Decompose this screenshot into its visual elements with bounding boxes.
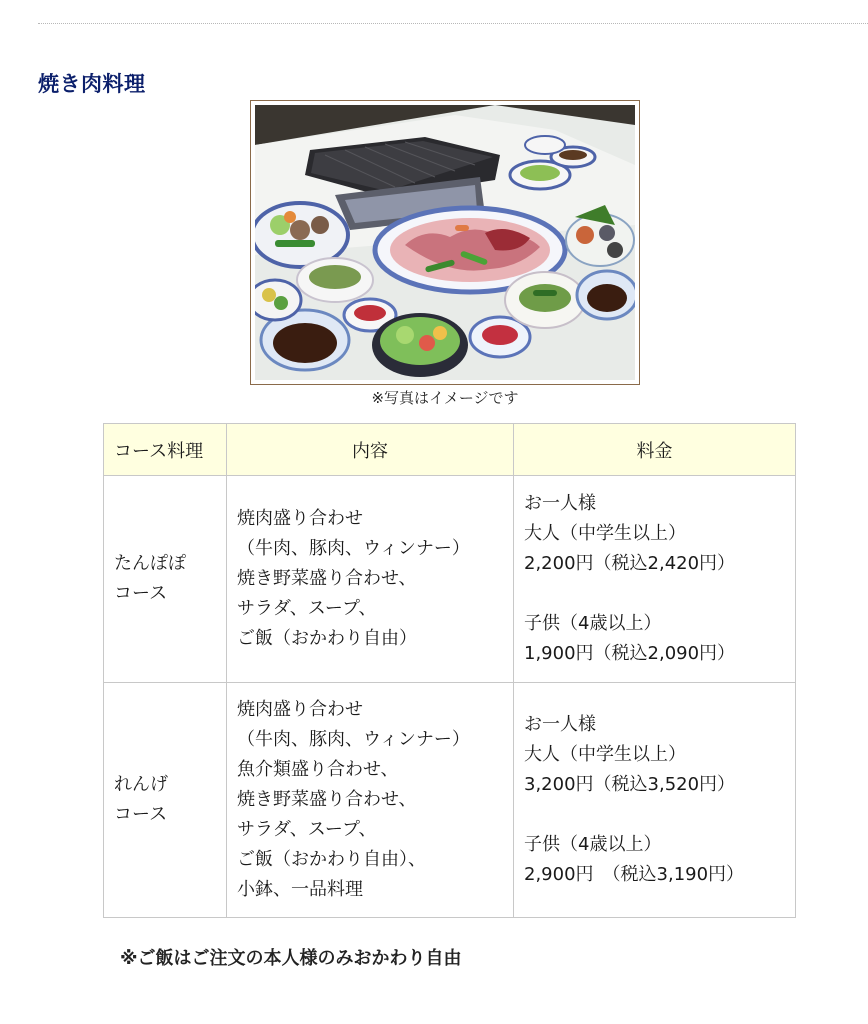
content-line: 焼肉盛り合わせ xyxy=(237,699,363,720)
course-price-cell xyxy=(514,683,796,918)
price-per-person: お一人様 xyxy=(524,714,596,735)
child-label: 子供（4歳以上） xyxy=(524,613,662,634)
rice-refill-note: ※ご飯はご注文の本人様のみおかわり自由 xyxy=(120,948,462,969)
price-per-person: お一人様 xyxy=(524,493,596,514)
header-course: コース料理 xyxy=(104,424,227,476)
course-name-line: れんげ xyxy=(114,774,168,795)
course-name-cell xyxy=(104,476,227,683)
price-spacer xyxy=(524,800,794,830)
course-name-line: コース xyxy=(114,804,168,825)
course-name-line: コース xyxy=(114,583,168,604)
child-label: 子供（4歳以上） xyxy=(524,834,662,855)
content-line: （牛肉、豚肉、ウィンナー） xyxy=(237,729,470,750)
course-name-line: たんぽぽ xyxy=(114,553,186,574)
course-content-cell xyxy=(227,683,514,918)
content-line: 焼き野菜盛り合わせ、 xyxy=(237,789,417,810)
content-line: ご飯（おかわり自由）、 xyxy=(237,849,426,870)
course-menu-table xyxy=(103,423,796,918)
course-price-cell xyxy=(514,476,796,683)
adult-label: 大人（中学生以上） xyxy=(524,523,686,544)
price-spacer xyxy=(524,579,794,609)
content-line: 焼肉盛り合わせ xyxy=(237,508,363,529)
table-row xyxy=(104,683,796,918)
child-price: 1,900円（税込2,090円） xyxy=(524,643,736,664)
section-divider xyxy=(38,23,868,24)
content-line: 焼き野菜盛り合わせ、 xyxy=(237,568,417,589)
content-line: 魚介類盛り合わせ、 xyxy=(237,759,399,780)
adult-label: 大人（中学生以上） xyxy=(524,744,686,765)
content-line: サラダ、スープ、 xyxy=(237,819,377,840)
table-header-row xyxy=(104,424,796,476)
table-row xyxy=(104,476,796,683)
content-line: 小鉢、一品料理 xyxy=(237,879,363,900)
header-price: 料金 xyxy=(514,424,796,476)
header-content: 内容 xyxy=(227,424,514,476)
adult-price: 2,200円（税込2,420円） xyxy=(524,553,736,574)
course-name-cell xyxy=(104,683,227,918)
course-content-cell xyxy=(227,476,514,683)
content-line: （牛肉、豚肉、ウィンナー） xyxy=(237,538,470,559)
content-line: サラダ、スープ、 xyxy=(237,598,377,619)
yakiniku-photo xyxy=(250,100,640,385)
photo-caption: ※写真はイメージです xyxy=(371,389,519,407)
adult-price: 3,200円（税込3,520円） xyxy=(524,774,736,795)
child-price: 2,900円 （税込3,190円） xyxy=(524,864,745,885)
section-title: 焼き肉料理 xyxy=(38,72,146,96)
yakiniku-photo-illustration xyxy=(255,105,635,380)
content-line: ご飯（おかわり自由） xyxy=(237,628,417,649)
